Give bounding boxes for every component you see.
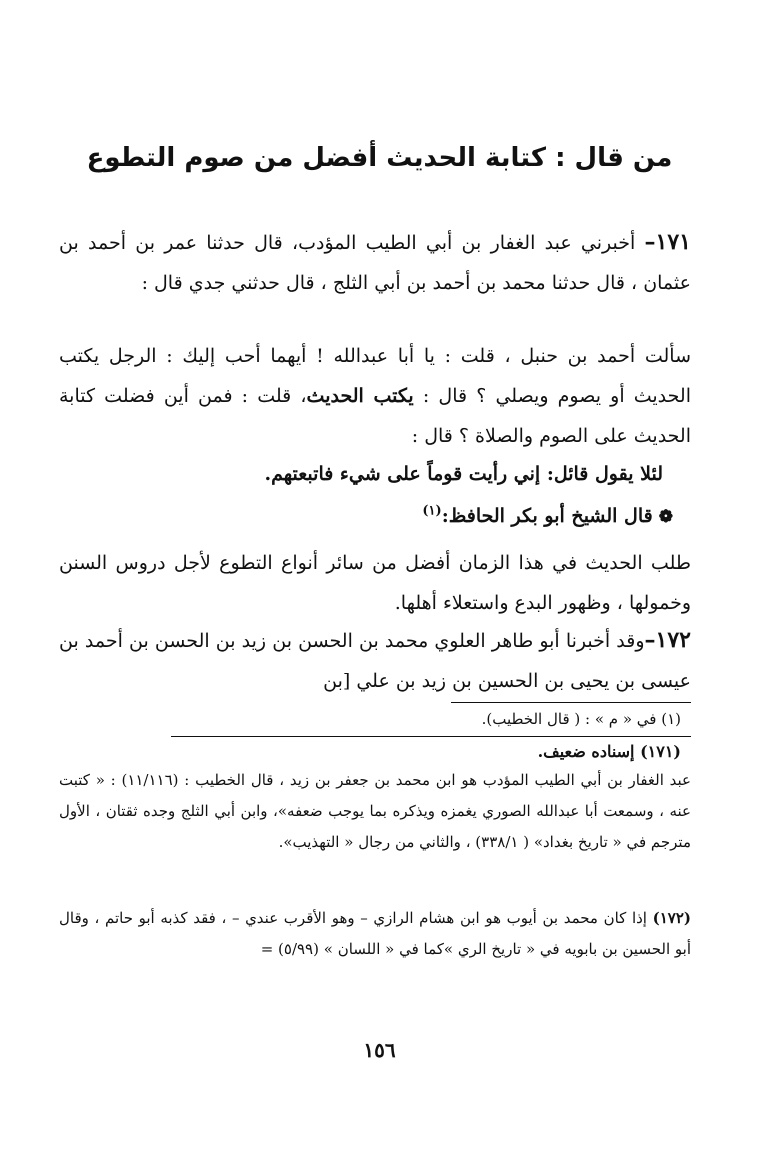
- sheikh-statement: [59, 496, 691, 537]
- page-title: من قال : كتابة الحديث أفضل من صوم التطوع: [86, 143, 673, 173]
- flower-ornament-icon: ❁: [658, 507, 673, 527]
- hadith-171-text: أخبرني عبد الغفار بن أبي الطيب المؤدب، قال حدثنا عمر بن أحمد بن عثمان ، قال حدثنا محمد بن أحمد بن أبي الثلج ، قال حدثني جدي قال :: [59, 232, 691, 294]
- answer-quote: لئلا يقول قائل: إني رأيت قوماً على شيء فاتبعتهم.: [264, 463, 663, 485]
- hadith-172-text: وقد أخبرنا أبو طاهر العلوي محمد بن الحسن بن زيد بن الحسن بن أحمد بن عيسى بن يحيى بن الحسين بن زيد بن علي [بن: [59, 630, 691, 692]
- footnote-separator: [451, 702, 691, 703]
- page-number: ١٥٦: [363, 1038, 396, 1062]
- hadith-171-paragraph: [59, 222, 691, 303]
- commentary-heading-172: (١٧٢): [652, 909, 691, 927]
- sheikh-label: قال الشيخ أبو بكر الحافظ:: [441, 505, 653, 527]
- hadith-172-paragraph: [59, 620, 691, 701]
- footnote-ref-1[interactable]: (١): [422, 503, 442, 519]
- hadith-number-171: ١٧١–: [644, 229, 691, 255]
- commentary-heading-171: (١٧١) إسناده ضعيف.: [537, 742, 681, 761]
- hadith-number-172: ١٧٢–: [644, 627, 691, 653]
- commentary-172-text: إذا كان محمد بن أيوب هو ابن هشام الرازي – وهو الأقرب عندي – ، فقد كذبه أبو حاتم ، وقال أبو الحسين بن بابويه في « تاريخ الري »كما في « اللسان » (٥/٩٩) =: [59, 909, 691, 958]
- question-text-2: ، قلت : فمن أين فضلت كتابة الحديث على الصوم والصلاة ؟ قال :: [59, 385, 691, 447]
- footnote-1: (١) في « م » : ( قال الخطيب).: [481, 710, 681, 728]
- talab-paragraph: طلب الحديث في هذا الزمان أفضل من سائر أنواع التطوع لأجل دروس السنن وخمولها ، وظهور البدع واستعلاء أهلها.: [59, 552, 691, 614]
- question-paragraph: [59, 336, 691, 456]
- question-bold-answer: يكتب الحديث: [306, 385, 414, 407]
- question-text-1: سألت أحمد بن حنبل ، قلت : يا أبا عبدالله ! أيهما أحب إليك : الرجل يكتب الحديث أو يصوم ويصلي ؟ قال :: [59, 345, 691, 407]
- commentary-paragraph-171: عبد الغفار بن أبي الطيب المؤدب هو ابن محمد بن جعفر بن زيد ، قال الخطيب : (١١/١١٦) : « كتبت عنه ، وسمعت أبا عبدالله الصوري يغمزه ويذكره بما يوجب ضعفه»، وابن أبي الثلج وجده ثقتان ، الأول مترجم في « تاريخ بغداد» ( ٣٣٨/١) ، والثاني من رجال « التهذيب».: [59, 771, 691, 851]
- commentary-paragraph-172: [59, 903, 691, 965]
